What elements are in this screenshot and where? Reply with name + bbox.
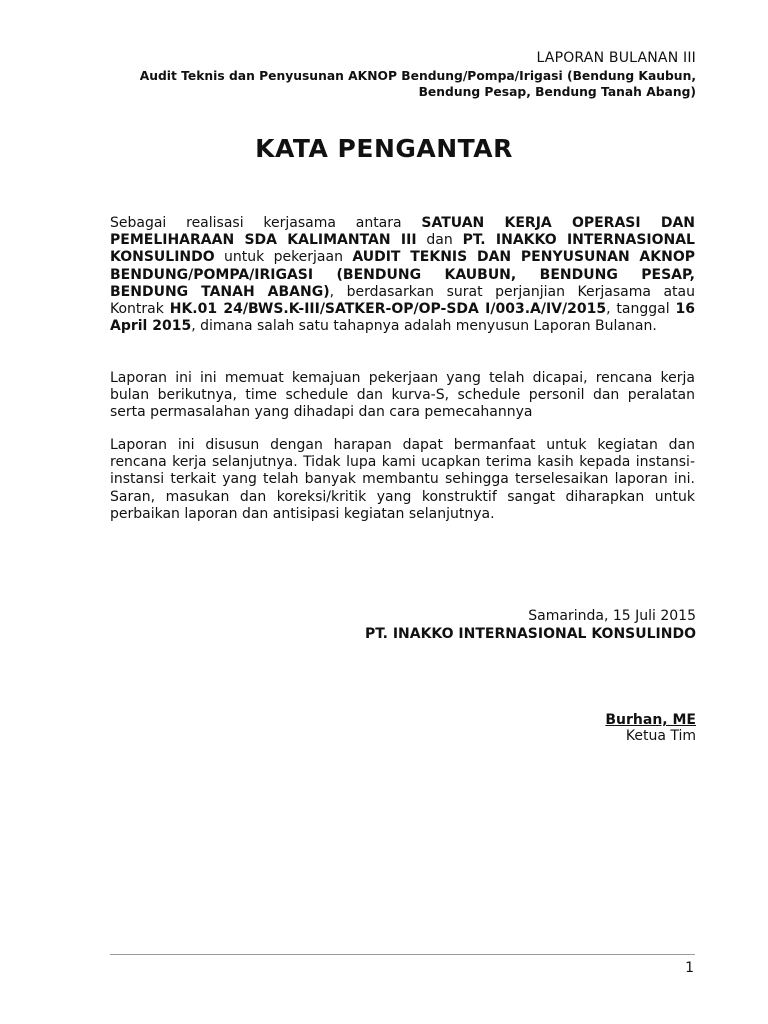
header-subtitle-line2: Bendung Pesap, Bendung Tanah Abang) xyxy=(418,85,696,99)
p1-bold-project: AUDIT TEKNIS DAN PENYUSUNAN AKNOP BENDUNG/POMPA/IRIGASI (BENDUNG KAUBUN, BENDUNG PESAP, BENDUNG TANAH ABANG) xyxy=(110,249,695,300)
signature-name: Burhan, ME xyxy=(605,712,696,728)
signature-role: Ketua Tim xyxy=(625,728,696,744)
header-subtitle-line1: Audit Teknis dan Penyusunan AKNOP Bendung/Pompa/Irigasi (Bendung Kaubun, xyxy=(139,69,696,83)
report-header-title: LAPORAN BULANAN III xyxy=(536,50,696,66)
page-number: 1 xyxy=(685,960,694,976)
p1-bold-company: PT. INAKKO INTERNASIONAL KONSULINDO xyxy=(110,232,695,266)
signature-place-date: Samarinda, 15 Juli 2015 xyxy=(528,608,696,624)
report-header-subtitle xyxy=(76,68,696,100)
footer-divider xyxy=(110,954,695,955)
p1-bold-date: 16 April 2015 xyxy=(110,301,695,335)
page-title: KATA PENGANTAR xyxy=(255,134,513,163)
p1-text-1: Sebagai realisasi kerjasama antara xyxy=(110,215,422,231)
p1-text-2: dan xyxy=(416,232,463,249)
p1-text-3: untuk pekerjaan xyxy=(214,249,353,266)
paragraph-closing: Laporan ini disusun dengan harapan dapat bermanfaat untuk kegiatan dan rencana kerja selanjutnya. Tidak lupa kami ucapkan terima kasih kepada instansi-instansi terkait yang telah banyak membantu sehingga terselesaikan laporan ini. Saran, masukan dan koreksi/kritik yang konstruktif sangat diharapkan untuk perbaikan laporan dan antisipasi kegiatan selanjutnya. xyxy=(110,437,695,522)
p1-text-6: , dimana salah satu tahapnya adalah menyusun Laporan Bulanan. xyxy=(191,318,657,335)
signature-company: PT. INAKKO INTERNASIONAL KONSULINDO xyxy=(364,626,696,642)
p1-text-4: , berdasarkan surat perjanjian Kerjasama atau Kontrak xyxy=(110,283,695,318)
paragraph-content: Laporan ini ini memuat kemajuan pekerjaan yang telah dicapai, rencana kerja bulan berikutnya, time schedule dan kurva-S, schedule personil dan peralatan serta permasalahan yang dihadapi dan cara pemecahannya xyxy=(110,370,695,421)
p1-bold-satker: SATUAN KERJA OPERASI DAN PEMELIHARAAN SDA KALIMANTAN III xyxy=(110,215,695,249)
p1-text-5: , tanggal xyxy=(606,301,676,318)
paragraph-intro xyxy=(110,215,695,335)
p1-bold-contract: HK.01 24/BWS.K-III/SATKER-OP/OP-SDA I/003.A/IV/2015 xyxy=(169,301,607,318)
